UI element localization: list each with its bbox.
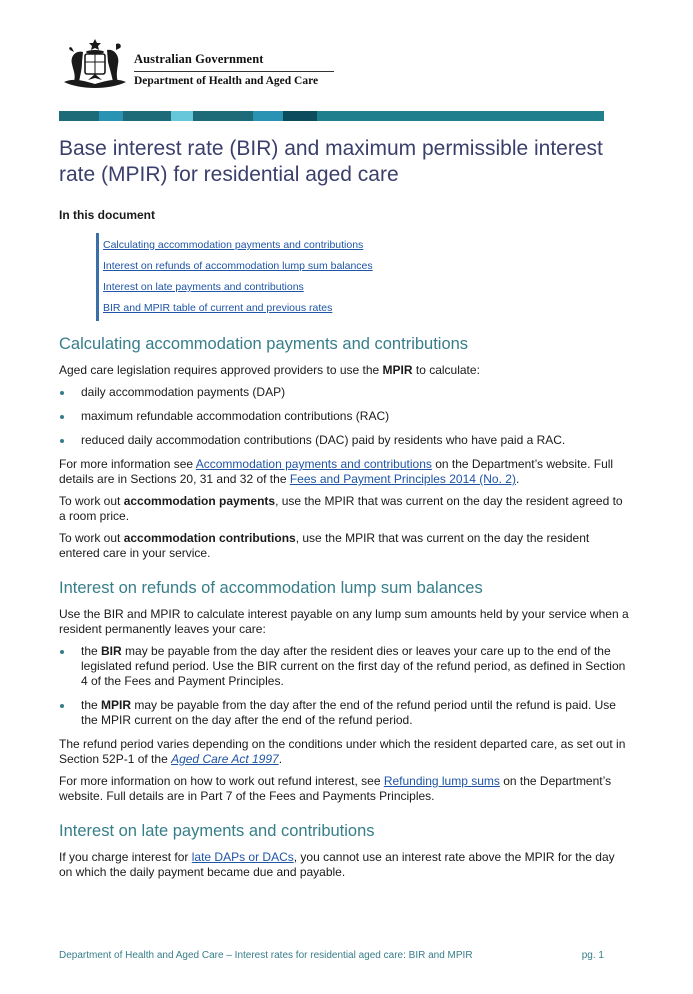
- text: on the Department’s website. Full details are in Sections 20, 31 and 32 of the: [59, 457, 614, 486]
- stripe-segment: [317, 111, 604, 121]
- accommodation-payments-link[interactable]: Accommodation payments and contributions: [195, 457, 432, 471]
- bullet-list: [59, 385, 631, 448]
- stripe-segment: [59, 111, 99, 121]
- government-name: Australian Government: [134, 52, 264, 66]
- text: the: [81, 698, 102, 712]
- list-item: daily accommodation payments (DAP): [59, 385, 631, 400]
- header-color-stripe: [59, 111, 604, 121]
- toc-heading: In this document: [59, 208, 155, 222]
- text: , use the MPIR that was current on the day the resident entered care in your service.: [59, 531, 590, 560]
- text: To work out: [59, 494, 124, 508]
- bold-term: MPIR: [382, 363, 413, 377]
- text: , you cannot use an interest rate above the MPIR for the day on which the daily payment became due and payable.: [59, 850, 615, 879]
- toc-link-late-payments[interactable]: Interest on late payments and contributions: [103, 281, 304, 293]
- government-header: [60, 38, 620, 98]
- stripe-segment: [99, 111, 123, 121]
- stripe-segment: [253, 111, 283, 121]
- paragraph: [59, 531, 631, 561]
- stripe-segment: [171, 111, 193, 121]
- section-heading: Calculating accommodation payments and contributions: [59, 335, 469, 353]
- text: on the Department’s website. Full details are in Part 7 of the Fees and Payments Principles.: [59, 774, 612, 803]
- text: To work out: [59, 531, 124, 545]
- paragraph: [59, 363, 631, 378]
- bold-term: MPIR: [101, 698, 132, 712]
- bold-term: accommodation payments: [123, 494, 276, 508]
- document-body: [59, 334, 631, 887]
- text: If you charge interest for: [59, 850, 192, 864]
- table-of-contents: [96, 233, 373, 321]
- text: .: [515, 472, 520, 486]
- section-late-payments: [59, 821, 631, 880]
- text: Aged care legislation requires approved providers to use the: [59, 363, 383, 377]
- toc-link-calculating[interactable]: Calculating accommodation payments and contributions: [103, 239, 364, 251]
- stripe-segment: [123, 111, 171, 121]
- text: may be payable from the day after the end of the refund period until the refund is paid. Use the MPIR current on the day after the end of the refund period.: [81, 698, 616, 727]
- text: to calculate:: [412, 363, 480, 377]
- refunding-lump-sums-link[interactable]: Refunding lump sums: [383, 774, 500, 788]
- paragraph: [59, 494, 631, 524]
- page-footer: [59, 950, 604, 961]
- coat-of-arms-logo: [60, 38, 130, 90]
- text: The refund period varies depending on the conditions under which the resident departed care, as set out in Section 52P-1 of the: [59, 737, 626, 766]
- paragraph: [59, 737, 631, 767]
- toc-link-rate-table[interactable]: BIR and MPIR table of current and previous rates: [103, 302, 333, 314]
- list-item: [59, 698, 631, 728]
- text: For more information on how to work out refund interest, see: [59, 774, 384, 788]
- late-daps-dacs-link[interactable]: late DAPs or DACs: [191, 850, 294, 864]
- list-item: [59, 644, 631, 689]
- text: .: [278, 752, 283, 766]
- paragraph: [59, 850, 631, 880]
- bullet-list: [59, 644, 631, 728]
- fees-principles-link[interactable]: Fees and Payment Principles 2014 (No. 2): [289, 472, 516, 486]
- stripe-segment: [283, 111, 317, 121]
- department-name: Department of Health and Aged Care: [134, 75, 319, 87]
- bold-term: accommodation contributions: [123, 531, 296, 545]
- list-item: maximum refundable accommodation contributions (RAC): [59, 409, 631, 424]
- section-heading: Interest on refunds of accommodation lump sum balances: [59, 579, 483, 597]
- section-heading: Interest on late payments and contributions: [59, 822, 375, 840]
- toc-link-refunds[interactable]: Interest on refunds of accommodation lump sum balances: [103, 260, 373, 272]
- paragraph: [59, 774, 631, 804]
- aged-care-act-link[interactable]: Aged Care Act 1997: [171, 752, 279, 766]
- paragraph: Use the BIR and MPIR to calculate interest payable on any lump sum amounts held by your service when a resident permanently leaves your care:: [59, 607, 629, 636]
- text: , use the MPIR that was current on the day the resident agreed to a room price.: [59, 494, 623, 523]
- footer-text: Department of Health and Aged Care – Interest rates for residential aged care: BIR and MPIR: [59, 950, 473, 961]
- section-refunds: [59, 578, 631, 804]
- document-title: Base interest rate (BIR) and maximum permissible interest rate (MPIR) for residential aged care: [59, 137, 603, 186]
- text: the: [81, 644, 102, 658]
- paragraph: [59, 457, 631, 487]
- bold-term: BIR: [101, 644, 122, 658]
- stripe-segment: [193, 111, 253, 121]
- page-number: pg. 1: [581, 950, 604, 961]
- list-item: reduced daily accommodation contributions (DAC) paid by residents who have paid a RAC.: [59, 433, 631, 448]
- section-calculating: [59, 334, 631, 561]
- text: For more information see: [59, 457, 196, 471]
- header-divider: [134, 71, 334, 72]
- text: may be payable from the day after the resident dies or leaves your care up to the end of the legislated refund period. Use the BIR current on the first day of the refund period, as defined in Section 4 of the Fees and Payment Principles.: [81, 644, 626, 688]
